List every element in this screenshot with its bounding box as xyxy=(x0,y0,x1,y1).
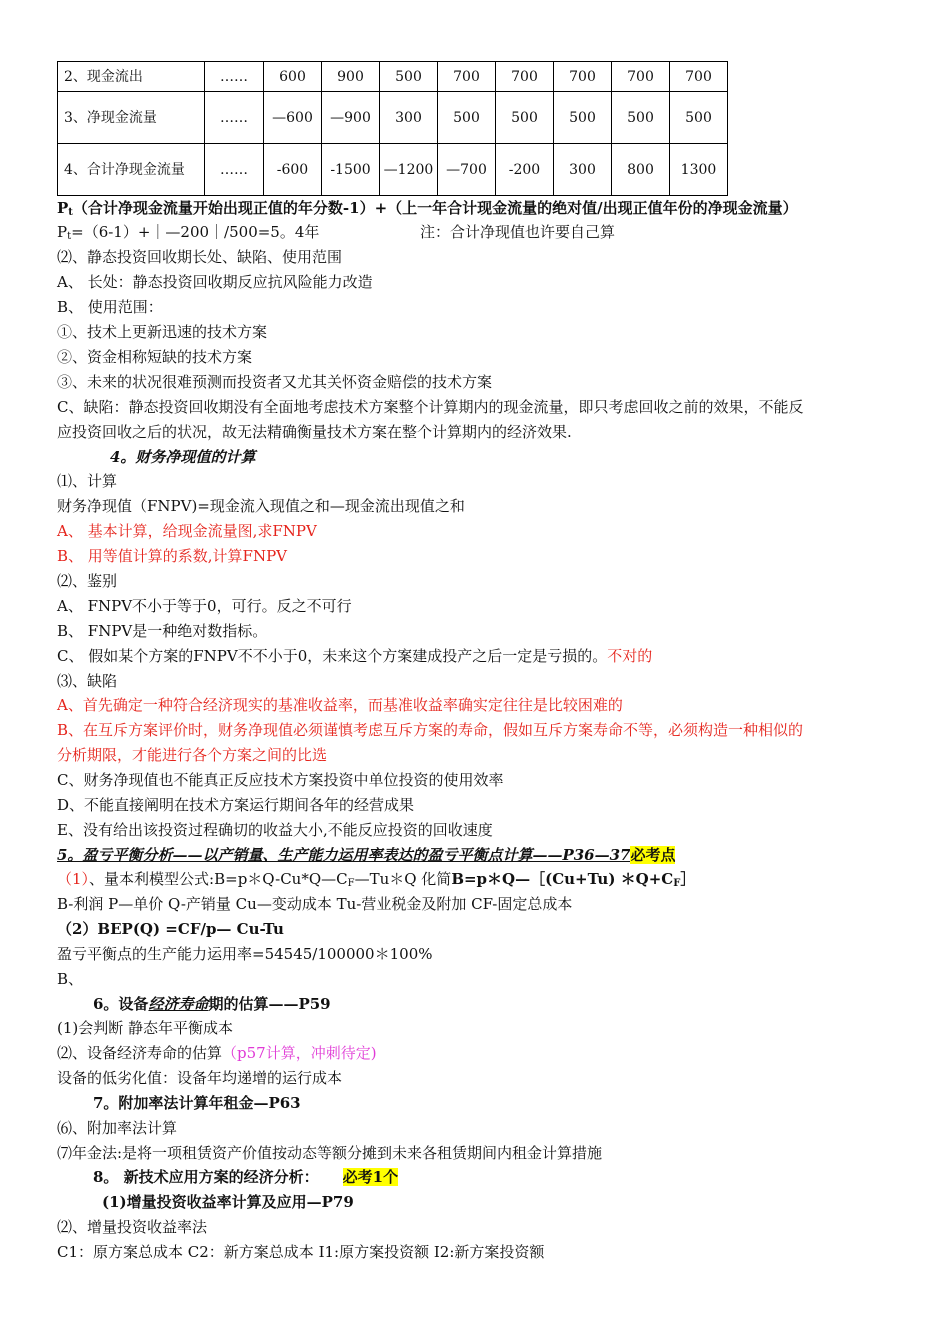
text-line: E、没有给出该投资过程确切的收益大小,不能反应投资的回收速度 xyxy=(57,821,493,839)
text-line: ⑵、静态投资回收期长处、缺陷、使用范围 xyxy=(57,248,343,266)
text-line: D、不能直接阐明在技术方案运行期间各年的经营成果 xyxy=(57,796,415,814)
table-cell: -1500 xyxy=(322,144,380,196)
text-line: ⑵、设备经济寿命的估算（p57计算，冲刺待定) xyxy=(57,1044,377,1062)
table-cell: 1300 xyxy=(670,144,728,196)
cash-flow-table xyxy=(57,61,728,196)
text-line: C、 假如某个方案的FNPV不不小于0，未来这个方案建成投产之后一定是亏损的。不对的 xyxy=(57,647,653,665)
table-cell: 500 xyxy=(438,92,496,144)
table-cell: 600 xyxy=(264,62,322,92)
text-line: ⑶、缺陷 xyxy=(57,672,118,690)
text-line: 应投资回收之后的状况，故无法精确衡量技术方案在整个计算期内的经济效果. xyxy=(57,423,572,441)
table-cell: 500 xyxy=(670,92,728,144)
table-cell: 300 xyxy=(380,92,438,144)
section-heading-5: 5。盈亏平衡分析——以产销量、生产能力运用率表达的盈亏平衡点计算——P36—37必考点 xyxy=(57,846,676,864)
text-line: C1：原方案总成本 C2：新方案总成本 I1:原方案投资额 I2:新方案投资额 xyxy=(57,1243,545,1261)
table-cell: 800 xyxy=(612,144,670,196)
text-line: A、首先确定一种符合经济现实的基准收益率，而基准收益率确实定往往是比较困难的 xyxy=(57,696,623,714)
table-cell: 500 xyxy=(380,62,438,92)
text-line: 财务净现值（FNPV)=现金流入现值之和—现金流出现值之和 xyxy=(57,497,465,515)
text-line: B、 使用范围： xyxy=(57,298,163,316)
section-heading-8: 8。 新技术应用方案的经济分析： 必考1个 xyxy=(93,1168,399,1186)
table-row xyxy=(58,62,728,92)
text-line: ⑵、鉴别 xyxy=(57,572,118,590)
text-line: (1)会判断 静态年平衡成本 xyxy=(57,1019,234,1037)
payback-formula: $P_t$（合计净现金流量开始出现正值的年分数-1）+（上一年合计现金流量的绝对值/出现正值年份的净现金流量） xyxy=(57,199,798,218)
table-row xyxy=(58,92,728,144)
text-line: 分析期限，才能进行各个方案之间的比选 xyxy=(57,746,328,764)
table-cell: 500 xyxy=(554,92,612,144)
table-cell: —700 xyxy=(438,144,496,196)
text-line: A、 FNPV不小于等于0，可行。反之不可行 xyxy=(57,597,352,615)
table-cell: 900 xyxy=(322,62,380,92)
text-line: ①、技术上更新迅速的技术方案 xyxy=(57,323,268,341)
payback-calc: $P_t=(6-1)+|—200|/500=5$。4年 xyxy=(57,223,320,242)
cash-flow-table-body xyxy=(58,62,728,196)
row-label: 4、合计净现金流量 xyxy=(58,144,205,196)
table-cell: 300 xyxy=(554,144,612,196)
table-cell: -600 xyxy=(264,144,322,196)
text-line: C、财务净现值也不能真正反应技术方案投资中单位投资的使用效率 xyxy=(57,771,504,789)
text-line: B、在互斥方案评价时，财务净现值必须谨慎考虑互斥方案的寿命，假如互斥方案寿命不等，必须构造一种相似的 xyxy=(57,721,804,739)
table-cell: 700 xyxy=(670,62,728,92)
table-cell: —1200 xyxy=(380,144,438,196)
table-cell: 700 xyxy=(612,62,670,92)
text-line: A、 长处：静态投资回收期反应抗风险能力改造 xyxy=(57,273,373,291)
text-line: ③、未来的状况很难预测而投资者又尤其关怀资金赔偿的技术方案 xyxy=(57,373,493,391)
table-cell: —600 xyxy=(264,92,322,144)
table-cell: 700 xyxy=(554,62,612,92)
table-cell: 500 xyxy=(612,92,670,144)
text-line: ⑺年金法:是将一项租赁资产价值按动态等额分摊到未来各租赁期间内租金计算措施 xyxy=(57,1144,603,1162)
profit-model-formula: （1）、量本利模型公式$:B=p*Q-Cu*Q—C_F—Tu*Q$ 化简B=p＊Q—［(Cu+Tu) $*Q+C_F]$ xyxy=(57,870,696,889)
text-line: B、 用等值计算的系数,计算FNPV xyxy=(57,547,288,565)
row-label: 2、现金流出 xyxy=(58,62,205,92)
text-line: （2）BEP(Q) =CF/p— Cu-Tu xyxy=(57,920,284,938)
table-cell: 700 xyxy=(496,62,554,92)
table-cell: -200 xyxy=(496,144,554,196)
table-cell: —900 xyxy=(322,92,380,144)
text-line: 盈亏平衡点的生产能力运用率=54545/100000＊100% xyxy=(57,945,433,963)
row-label: 3、净现金流量 xyxy=(58,92,205,144)
text-line: 设备的低劣化值：设备年均递增的运行成本 xyxy=(57,1069,343,1087)
table-row xyxy=(58,144,728,196)
ellipsis-cell: …… xyxy=(205,92,264,144)
text-line: ⑹、附加率法计算 xyxy=(57,1119,178,1137)
text-line: B、 xyxy=(57,970,84,988)
text-line: B-利润 P—单价 Q-产销量 Cu—变动成本 Tu-营业税金及附加 CF-固定总成本 xyxy=(57,895,573,913)
text-line: B、 FNPV是一种绝对数指标。 xyxy=(57,622,268,640)
table-cell: 700 xyxy=(438,62,496,92)
ellipsis-cell: …… xyxy=(205,62,264,92)
text-line: ⑵、增量投资收益率法 xyxy=(57,1218,208,1236)
text-line: ②、资金相称短缺的技术方案 xyxy=(57,348,253,366)
section-heading-7: 7。附加率法计算年租金—P63 xyxy=(93,1094,301,1112)
table-cell: 500 xyxy=(496,92,554,144)
section-heading-4: 4。财务净现值的计算 xyxy=(110,448,256,466)
text-line: C、缺陷：静态投资回收期没有全面地考虑技术方案整个计算期内的现金流量，即只考虑回收之前的效果，不能反 xyxy=(57,398,804,416)
text-line: (1)增量投资收益率计算及应用—P79 xyxy=(102,1193,354,1211)
section-heading-6: 6。设备经济寿命期的估算——P59 xyxy=(93,995,331,1013)
ellipsis-cell: …… xyxy=(205,144,264,196)
payback-note: 注：合计净现值也许要自己算 xyxy=(420,223,616,241)
text-line: ⑴、计算 xyxy=(57,472,118,490)
text-line: A、 基本计算，给现金流量图,求FNPV xyxy=(57,522,317,540)
